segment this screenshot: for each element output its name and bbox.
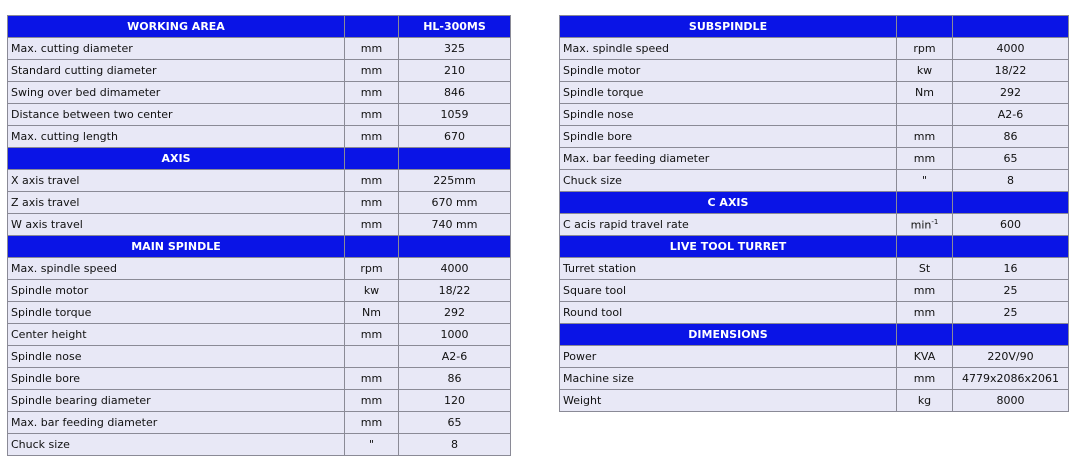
spec-unit: Nm [345, 302, 399, 324]
section-title: LIVE TOOL TURRET [560, 236, 897, 258]
section-title: AXIS [8, 148, 345, 170]
section-header-unit-cell [345, 16, 399, 38]
table-row [8, 346, 511, 368]
section-header-unit-cell [345, 148, 399, 170]
table-row [560, 346, 1069, 368]
table-row [560, 104, 1069, 126]
spec-label: Z axis travel [8, 192, 345, 214]
spec-value: 292 [399, 302, 511, 324]
spec-label: Max. spindle speed [560, 38, 897, 60]
spec-unit: rpm [345, 258, 399, 280]
spec-unit: mm [345, 170, 399, 192]
spec-label: Square tool [560, 280, 897, 302]
spec-unit: mm [345, 60, 399, 82]
spec-unit [897, 214, 953, 236]
section-header-value-cell [953, 236, 1069, 258]
table-row [8, 434, 511, 456]
spec-value: A2-6 [953, 104, 1069, 126]
spec-label: Standard cutting diameter [8, 60, 345, 82]
spec-label: Max. bar feeding diameter [8, 412, 345, 434]
spec-value: 1000 [399, 324, 511, 346]
table-row [560, 258, 1069, 280]
spec-value: 846 [399, 82, 511, 104]
spec-label: Spindle bore [560, 126, 897, 148]
table-row [560, 148, 1069, 170]
section-header-subspindle [560, 16, 1069, 38]
table-row [560, 170, 1069, 192]
table-row [8, 324, 511, 346]
table-row [560, 302, 1069, 324]
table-row [8, 60, 511, 82]
spec-label: Max. bar feeding diameter [560, 148, 897, 170]
spec-unit: KVA [897, 346, 953, 368]
spec-value: 65 [399, 412, 511, 434]
spec-value: 8 [399, 434, 511, 456]
spec-value: 600 [953, 214, 1069, 236]
spec-label: Spindle nose [8, 346, 345, 368]
spec-label: W axis travel [8, 214, 345, 236]
table-row [8, 390, 511, 412]
spec-unit: mm [345, 38, 399, 60]
section-title: SUBSPINDLE [560, 16, 897, 38]
section-header-value-cell [399, 148, 511, 170]
spec-unit: mm [345, 192, 399, 214]
spec-value: 292 [953, 82, 1069, 104]
spec-label: Machine size [560, 368, 897, 390]
spec-label: Round tool [560, 302, 897, 324]
section-title: C AXIS [560, 192, 897, 214]
spec-value: 18/22 [953, 60, 1069, 82]
spec-value: 4000 [399, 258, 511, 280]
spec-unit [345, 346, 399, 368]
spec-value: 120 [399, 390, 511, 412]
table-row [8, 412, 511, 434]
spec-unit: Nm [897, 82, 953, 104]
section-header-unit-cell [897, 16, 953, 38]
table-row [8, 82, 511, 104]
spec-unit: mm [345, 368, 399, 390]
spec-label: Swing over bed dimameter [8, 82, 345, 104]
spec-value: 225mm [399, 170, 511, 192]
spec-label: Spindle motor [560, 60, 897, 82]
table-row [560, 60, 1069, 82]
spec-label: Weight [560, 390, 897, 412]
table-row [8, 368, 511, 390]
spec-label: Spindle bearing diameter [8, 390, 345, 412]
section-header-axis [8, 148, 511, 170]
spec-label: Chuck size [8, 434, 345, 456]
spec-value: 4000 [953, 38, 1069, 60]
table-row [560, 390, 1069, 412]
section-header-unit-cell [897, 236, 953, 258]
section-header-unit-cell [897, 192, 953, 214]
table-row [8, 258, 511, 280]
section-header-unit-cell [897, 324, 953, 346]
spec-label: Chuck size [560, 170, 897, 192]
spec-unit: kw [897, 60, 953, 82]
spec-value: 8000 [953, 390, 1069, 412]
section-header-live-tool-turret [560, 236, 1069, 258]
spec-unit: mm [345, 82, 399, 104]
spec-value: 1059 [399, 104, 511, 126]
spec-label: Max. spindle speed [8, 258, 345, 280]
spec-value: 16 [953, 258, 1069, 280]
spec-value: 210 [399, 60, 511, 82]
spec-label: Spindle bore [8, 368, 345, 390]
spec-unit: mm [345, 104, 399, 126]
table-row [560, 38, 1069, 60]
spec-value: 25 [953, 302, 1069, 324]
table-row [8, 126, 511, 148]
table-row [560, 126, 1069, 148]
spec-value: 670 mm [399, 192, 511, 214]
spec-value: 4779x2086x2061 [953, 368, 1069, 390]
spec-unit: mm [345, 324, 399, 346]
spec-unit: mm [897, 368, 953, 390]
unit-base: min [910, 218, 932, 232]
section-title: DIMENSIONS [560, 324, 897, 346]
spec-unit: St [897, 258, 953, 280]
spec-unit: mm [897, 126, 953, 148]
spec-unit: kg [897, 390, 953, 412]
spec-unit: mm [897, 280, 953, 302]
spec-value: 8 [953, 170, 1069, 192]
section-header-value-cell [953, 192, 1069, 214]
table-row [560, 368, 1069, 390]
section-header-unit-cell [345, 236, 399, 258]
spec-label: Max. cutting length [8, 126, 345, 148]
spec-unit: mm [345, 126, 399, 148]
table-row [560, 82, 1069, 104]
spec-label: Distance between two center [8, 104, 345, 126]
spec-unit: kw [345, 280, 399, 302]
spec-value: 86 [399, 368, 511, 390]
spec-label: Center height [8, 324, 345, 346]
model-name: HL-300MS [399, 16, 511, 38]
table-row [8, 280, 511, 302]
left-spec-table [7, 15, 511, 456]
table-row [560, 214, 1069, 236]
table-row [8, 170, 511, 192]
spec-unit: rpm [897, 38, 953, 60]
section-header-working-area [8, 16, 511, 38]
right-spec-table [559, 15, 1069, 412]
spec-label: Spindle nose [560, 104, 897, 126]
spec-value: 86 [953, 126, 1069, 148]
section-header-dimensions [560, 324, 1069, 346]
spec-value: 220V/90 [953, 346, 1069, 368]
section-header-value-cell [399, 236, 511, 258]
spec-label: Spindle torque [560, 82, 897, 104]
spec-value: 740 mm [399, 214, 511, 236]
spec-unit: mm [897, 302, 953, 324]
unit-exponent: -1 [931, 217, 939, 226]
spec-label: Power [560, 346, 897, 368]
spec-unit: " [345, 434, 399, 456]
spec-label: Spindle motor [8, 280, 345, 302]
table-row [8, 192, 511, 214]
spec-value: A2-6 [399, 346, 511, 368]
section-header-main-spindle [8, 236, 511, 258]
table-row [8, 302, 511, 324]
table-row [8, 38, 511, 60]
spec-unit: mm [345, 412, 399, 434]
section-title: MAIN SPINDLE [8, 236, 345, 258]
spec-value: 325 [399, 38, 511, 60]
spec-value: 65 [953, 148, 1069, 170]
table-row [8, 214, 511, 236]
spec-label: C acis rapid travel rate [560, 214, 897, 236]
spec-unit: " [897, 170, 953, 192]
spec-value: 670 [399, 126, 511, 148]
spec-value: 25 [953, 280, 1069, 302]
spec-unit [897, 104, 953, 126]
spec-label: X axis travel [8, 170, 345, 192]
spec-unit: mm [345, 214, 399, 236]
section-header-c-axis [560, 192, 1069, 214]
section-header-value-cell [953, 16, 1069, 38]
section-title: WORKING AREA [8, 16, 345, 38]
spec-label: Max. cutting diameter [8, 38, 345, 60]
spec-label: Turret station [560, 258, 897, 280]
spec-unit: mm [345, 390, 399, 412]
spec-unit: mm [897, 148, 953, 170]
table-row [560, 280, 1069, 302]
spec-value: 18/22 [399, 280, 511, 302]
spec-label: Spindle torque [8, 302, 345, 324]
table-row [8, 104, 511, 126]
section-header-value-cell [953, 324, 1069, 346]
